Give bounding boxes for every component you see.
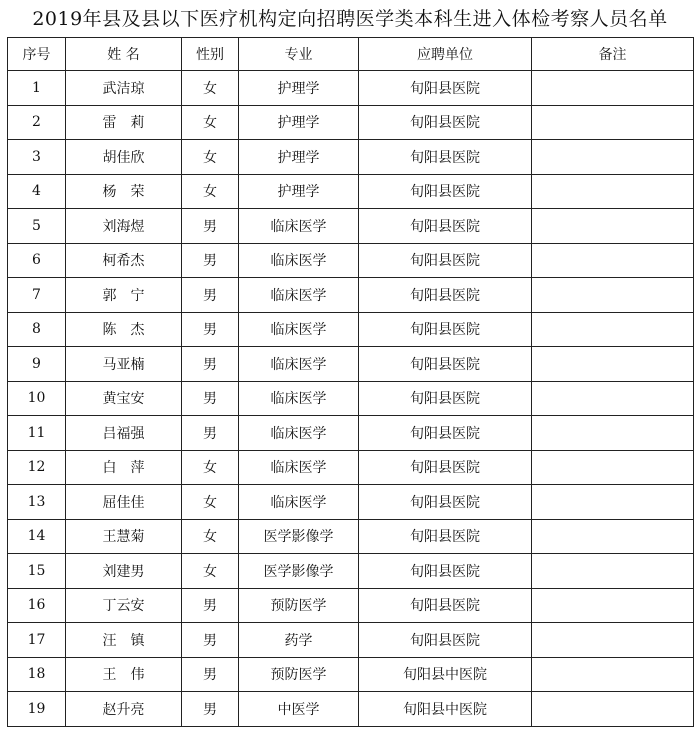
table-row <box>8 105 694 140</box>
cell-name: 汪 镇 <box>66 623 182 658</box>
cell-sex: 女 <box>182 485 239 520</box>
cell-unit: 旬阳县医院 <box>359 243 532 278</box>
table-row <box>8 554 694 589</box>
cell-unit: 旬阳县医院 <box>359 312 532 347</box>
cell-note <box>532 140 694 175</box>
cell-major: 中医学 <box>239 692 359 727</box>
cell-sex: 男 <box>182 692 239 727</box>
table-header-row <box>8 38 694 71</box>
cell-major: 临床医学 <box>239 312 359 347</box>
cell-unit: 旬阳县医院 <box>359 381 532 416</box>
cell-unit: 旬阳县医院 <box>359 485 532 520</box>
table-row <box>8 623 694 658</box>
cell-sex: 女 <box>182 450 239 485</box>
table-row <box>8 381 694 416</box>
cell-note <box>532 381 694 416</box>
roster-table <box>7 37 694 727</box>
cell-sex: 男 <box>182 347 239 382</box>
document-title: 2019年县及县以下医疗机构定向招聘医学类本科生进入体检考察人员名单 <box>32 8 668 30</box>
cell-name: 杨 荣 <box>66 174 182 209</box>
cell-seq: 13 <box>8 485 66 520</box>
cell-seq: 16 <box>8 588 66 623</box>
cell-major: 临床医学 <box>239 450 359 485</box>
cell-note <box>532 278 694 313</box>
header-sex: 性别 <box>182 38 239 71</box>
table-row <box>8 312 694 347</box>
cell-unit: 旬阳县医院 <box>359 519 532 554</box>
cell-name: 吕福强 <box>66 416 182 451</box>
cell-note <box>532 174 694 209</box>
cell-sex: 男 <box>182 381 239 416</box>
cell-major: 预防医学 <box>239 657 359 692</box>
cell-sex: 女 <box>182 554 239 589</box>
cell-sex: 男 <box>182 416 239 451</box>
table-row <box>8 71 694 106</box>
cell-unit: 旬阳县医院 <box>359 588 532 623</box>
cell-seq: 10 <box>8 381 66 416</box>
cell-sex: 男 <box>182 312 239 347</box>
table-row <box>8 416 694 451</box>
cell-unit: 旬阳县医院 <box>359 623 532 658</box>
cell-sex: 男 <box>182 657 239 692</box>
table-row <box>8 278 694 313</box>
table-row <box>8 209 694 244</box>
cell-name: 胡佳欣 <box>66 140 182 175</box>
cell-note <box>532 519 694 554</box>
cell-seq: 19 <box>8 692 66 727</box>
cell-note <box>532 554 694 589</box>
cell-major: 临床医学 <box>239 243 359 278</box>
cell-seq: 18 <box>8 657 66 692</box>
cell-note <box>532 450 694 485</box>
cell-major: 临床医学 <box>239 278 359 313</box>
cell-note <box>532 692 694 727</box>
cell-seq: 8 <box>8 312 66 347</box>
cell-name: 王 伟 <box>66 657 182 692</box>
table-row <box>8 588 694 623</box>
cell-name: 王慧菊 <box>66 519 182 554</box>
cell-unit: 旬阳县医院 <box>359 105 532 140</box>
cell-sex: 男 <box>182 278 239 313</box>
cell-sex: 女 <box>182 140 239 175</box>
cell-name: 白 萍 <box>66 450 182 485</box>
cell-major: 护理学 <box>239 140 359 175</box>
header-note: 备注 <box>532 38 694 71</box>
cell-major: 护理学 <box>239 174 359 209</box>
cell-seq: 6 <box>8 243 66 278</box>
cell-sex: 男 <box>182 623 239 658</box>
cell-seq: 9 <box>8 347 66 382</box>
cell-major: 临床医学 <box>239 485 359 520</box>
cell-unit: 旬阳县医院 <box>359 554 532 589</box>
cell-note <box>532 243 694 278</box>
cell-name: 柯希杰 <box>66 243 182 278</box>
cell-seq: 2 <box>8 105 66 140</box>
cell-major: 医学影像学 <box>239 519 359 554</box>
cell-name: 郭 宁 <box>66 278 182 313</box>
cell-unit: 旬阳县中医院 <box>359 692 532 727</box>
table-row <box>8 243 694 278</box>
cell-major: 护理学 <box>239 105 359 140</box>
cell-name: 刘建男 <box>66 554 182 589</box>
cell-seq: 15 <box>8 554 66 589</box>
cell-name: 武洁琼 <box>66 71 182 106</box>
cell-name: 黄宝安 <box>66 381 182 416</box>
table-row <box>8 657 694 692</box>
cell-unit: 旬阳县医院 <box>359 140 532 175</box>
cell-name: 丁云安 <box>66 588 182 623</box>
cell-unit: 旬阳县医院 <box>359 278 532 313</box>
cell-seq: 17 <box>8 623 66 658</box>
cell-name: 屈佳佳 <box>66 485 182 520</box>
cell-seq: 7 <box>8 278 66 313</box>
cell-major: 预防医学 <box>239 588 359 623</box>
cell-major: 医学影像学 <box>239 554 359 589</box>
cell-sex: 男 <box>182 209 239 244</box>
cell-unit: 旬阳县医院 <box>359 209 532 244</box>
cell-seq: 5 <box>8 209 66 244</box>
cell-seq: 4 <box>8 174 66 209</box>
cell-unit: 旬阳县医院 <box>359 71 532 106</box>
header-seq: 序号 <box>8 38 66 71</box>
table-row <box>8 347 694 382</box>
cell-note <box>532 347 694 382</box>
cell-major: 护理学 <box>239 71 359 106</box>
cell-note <box>532 588 694 623</box>
cell-note <box>532 105 694 140</box>
cell-name: 刘海煜 <box>66 209 182 244</box>
cell-major: 临床医学 <box>239 381 359 416</box>
table-row <box>8 692 694 727</box>
cell-unit: 旬阳县中医院 <box>359 657 532 692</box>
cell-sex: 女 <box>182 519 239 554</box>
cell-name: 雷 莉 <box>66 105 182 140</box>
header-unit: 应聘单位 <box>359 38 532 71</box>
table-row <box>8 519 694 554</box>
cell-note <box>532 416 694 451</box>
cell-unit: 旬阳县医院 <box>359 174 532 209</box>
cell-unit: 旬阳县医院 <box>359 450 532 485</box>
cell-note <box>532 71 694 106</box>
cell-seq: 1 <box>8 71 66 106</box>
cell-note <box>532 209 694 244</box>
roster-body <box>8 71 694 727</box>
cell-sex: 女 <box>182 71 239 106</box>
cell-major: 临床医学 <box>239 347 359 382</box>
cell-note <box>532 312 694 347</box>
cell-major: 药学 <box>239 623 359 658</box>
header-name: 姓 名 <box>66 38 182 71</box>
cell-note <box>532 623 694 658</box>
cell-unit: 旬阳县医院 <box>359 347 532 382</box>
cell-seq: 14 <box>8 519 66 554</box>
cell-major: 临床医学 <box>239 416 359 451</box>
cell-sex: 男 <box>182 588 239 623</box>
cell-name: 赵升亮 <box>66 692 182 727</box>
cell-seq: 3 <box>8 140 66 175</box>
table-row <box>8 485 694 520</box>
cell-name: 陈 杰 <box>66 312 182 347</box>
cell-unit: 旬阳县医院 <box>359 416 532 451</box>
cell-sex: 女 <box>182 174 239 209</box>
table-row <box>8 450 694 485</box>
cell-note <box>532 485 694 520</box>
header-major: 专业 <box>239 38 359 71</box>
cell-seq: 11 <box>8 416 66 451</box>
cell-name: 马亚楠 <box>66 347 182 382</box>
cell-note <box>532 657 694 692</box>
cell-sex: 男 <box>182 243 239 278</box>
table-row <box>8 174 694 209</box>
table-row <box>8 140 694 175</box>
cell-major: 临床医学 <box>239 209 359 244</box>
cell-seq: 12 <box>8 450 66 485</box>
cell-sex: 女 <box>182 105 239 140</box>
